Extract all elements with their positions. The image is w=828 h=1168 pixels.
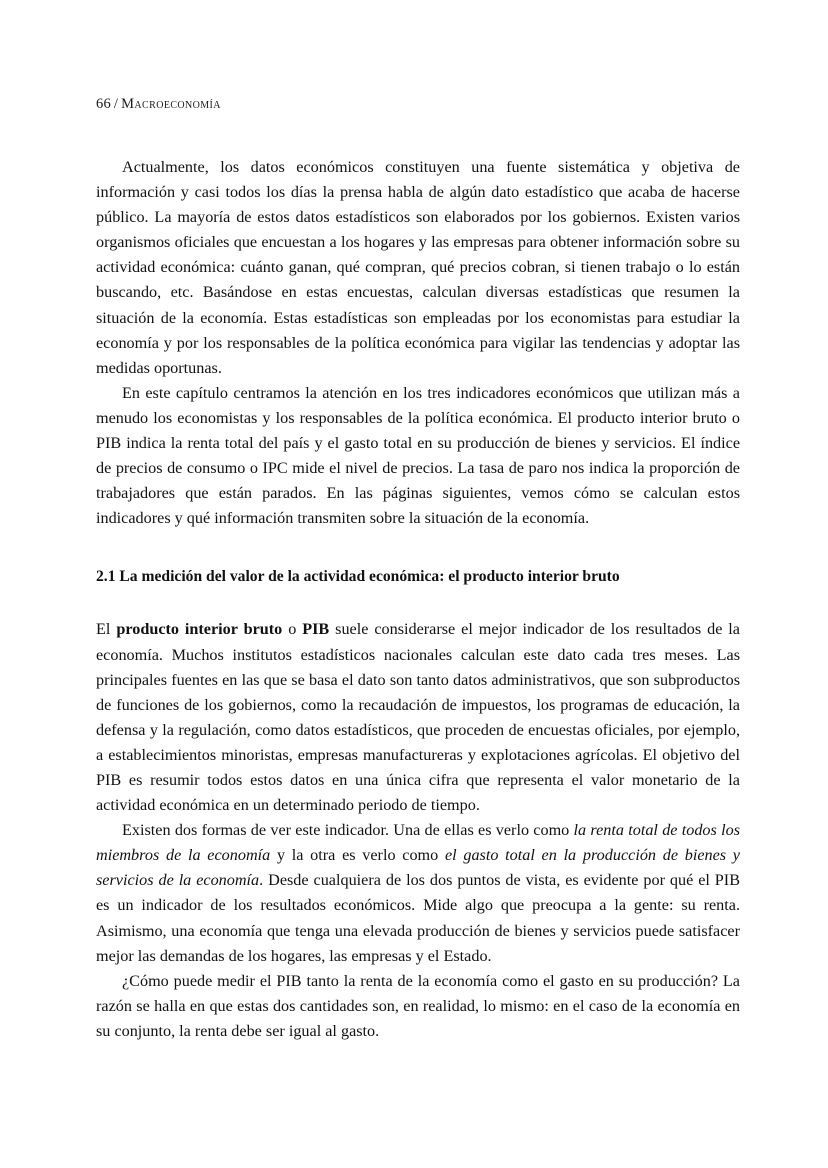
body-text xyxy=(96,155,740,1044)
paragraph-3-text-1: El xyxy=(96,620,117,639)
term-gdp-short: PIB xyxy=(302,620,330,639)
paragraph-4-text-1: Existen dos formas de ver este indicador. Una de ellas es verlo como xyxy=(122,821,574,840)
paragraph-5: ¿Cómo puede medir el PIB tanto la renta de la economía como el gasto en su producción? La razón se halla en que estas dos cantidades son, en realidad, lo mismo: en el caso de la economía en su conjunto, la renta debe ser igual al gasto. xyxy=(96,971,740,1040)
paragraph-4 xyxy=(96,818,740,969)
emphasis-total-income: la renta total de todos los miembros de la economía xyxy=(96,821,740,865)
running-head xyxy=(96,96,740,113)
section-heading: 2.1 La medición del valor de la actividad económica: el producto interior bruto xyxy=(96,568,620,586)
paragraph-4-text-2: y la otra es verlo como xyxy=(270,846,445,865)
page-number: 66 xyxy=(96,96,111,112)
header-separator: / xyxy=(113,96,119,112)
book-title: Macroeconomía xyxy=(121,96,221,112)
paragraph-1: Actualmente, los datos económicos constituyen una fuente sistemática y objetiva de información y casi todos los días la prensa habla de algún dato estadístico que acaba de hacerse público. La mayoría de estos datos estadísticos son elaborados por los gobiernos. Existen varios organismos oficiales que encuestan a los hogares y las empresas para obtener información sobre su actividad económica: cuánto ganan, qué compran, qué precios cobran, si tienen trabajo o lo están buscando, etc. Basándose en estas encuestas, calculan diversas estadísticas que resumen la situación de la economía. Estas estadísticas son empleadas por los economistas para estudiar la economía y por los responsables de la política económica para vigilar las tendencias y adoptar las medidas oportunas. xyxy=(96,158,740,377)
paragraph-4-text-3: . Desde cualquiera de los dos puntos de vista, es evidente por qué el PIB es un indicador de los resultados económicos. Mide algo que preocupa a la gente: su renta. Asimismo, una economía que tenga una elevada producción de bienes y servicios puede satisfacer mejor las demandas de los hogares, las empresas y el Estado. xyxy=(96,871,740,965)
paragraph-3-text-2: o xyxy=(282,620,303,639)
term-gdp-long: producto interior bruto xyxy=(116,620,283,639)
paragraph-3 xyxy=(96,617,740,818)
paragraph-3-text-3: suele considerarse el mejor indicador de los resultados de la economía. Muchos institutos estadísticos nacionales calculan este dato cada tres meses. Las principales fuentes en las que se basa el dato son tanto datos administrativos, que son subproductos de funciones de los gobiernos, como la recaudación de impuestos, los programas de educación, la defensa y la regulación, como datos estadísticos, que proceden de encuestas oficiales, por ejemplo, a establecimientos minoristas, empresas manufactureras y explotaciones agrícolas. El objetivo del PIB es resumir todos estos datos en una única cifra que representa el valor monetario de la actividad económica en un determinado periodo de tiempo. xyxy=(96,620,740,815)
emphasis-total-expenditure: el gasto total en la producción de bienes y servicios de la economía xyxy=(96,846,740,890)
paragraph-2: En este capítulo centramos la atención en los tres indicadores económicos que utilizan más a menudo los economistas y los responsables de la política económica. El producto interior bruto o PIB indica la renta total del país y el gasto total en su producción de bienes y servicios. El índice de precios de consumo o IPC mide el nivel de precios. La tasa de paro nos indica la proporción de trabajadores que están parados. En las páginas siguientes, vemos cómo se calculan estos indicadores y qué información transmiten sobre la situación de la economía. xyxy=(96,383,740,528)
